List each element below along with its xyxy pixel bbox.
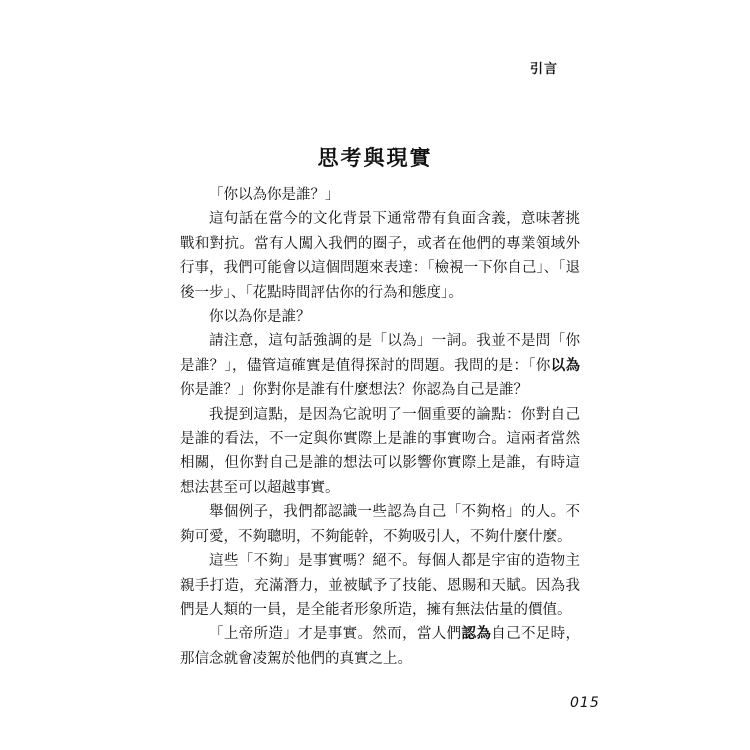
paragraph-5: 我提到這點，是因為它說明了一個重要的論點：你對自己是誰的看法，不一定與你實際上是誰的事實吻合。這兩者當然相關，但你對自己是誰的想法可以影響你實際上是誰，有時這想法甚至可以超越事實。 bbox=[180, 406, 580, 496]
paragraph-4-emphasis: 以為 bbox=[550, 356, 581, 374]
paragraph-3: 你以為你是誰？ bbox=[209, 309, 311, 326]
paragraph-4 bbox=[180, 329, 580, 402]
paragraph-2: 這句話在當今的文化背景下通常帶有負面含義，意味著挑戰和對抗。當有人闖入我們的圈子，或者在他們的專業領域外行事，我們可能會以這個問題來表達：「檢視一下你自己」、「退後一步」、「花點時間評估你的行為和態度」。 bbox=[180, 211, 580, 301]
page-title: 思考與現實 bbox=[317, 145, 433, 170]
paragraph-7: 這些「不夠」是事實嗎？絕不。每個人都是宇宙的造物主親手打造，充滿潛力，並被賦予了技能、恩賜和天賦。因為我們是人類的一員，是全能者形象所造，擁有無法估量的價值。 bbox=[180, 553, 580, 618]
paragraph-8 bbox=[180, 622, 580, 671]
running-header-chapter: 引言 bbox=[530, 62, 559, 77]
paragraph-4-part-1: 請注意，這句話強調的是「以為」一詞。我並不是問「你是誰？」，儘管這確實是值得探討的問題。我問的是：「你 bbox=[180, 333, 580, 374]
paragraph-8-part-1: 「上帝所造」才是事實。然而，當人們 bbox=[209, 626, 462, 643]
paragraph-8-emphasis: 認為 bbox=[461, 625, 492, 643]
paragraph-8-part-2: 自己不足時，那信念就會凌駕於他們的真實之上。 bbox=[180, 626, 581, 667]
page-number: 015 bbox=[570, 695, 600, 711]
paragraph-6: 舉個例子，我們都認識一些認為自己「不夠格」的人。不夠可愛，不夠聰明，不夠能幹，不夠吸引人，不夠什麼什麼。 bbox=[180, 504, 580, 545]
paragraph-4-part-2: 你是誰？」你對你是誰有什麼想法？你認為自己是誰？ bbox=[180, 382, 528, 399]
paragraph-1: 「你以為你是誰？」 bbox=[209, 187, 340, 203]
body-text bbox=[180, 183, 580, 671]
